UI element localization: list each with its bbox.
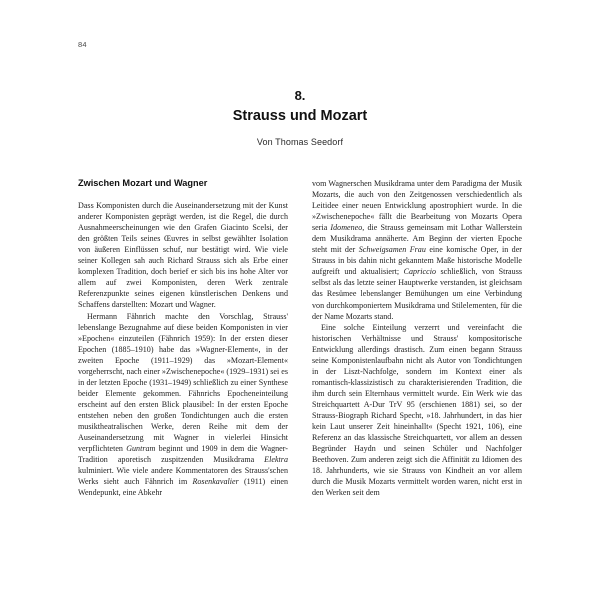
paragraph xyxy=(78,311,288,499)
paragraph xyxy=(312,322,522,499)
paragraph-text: kulminiert. Wie viele andere Kommentatoren des Strauss'schen Werks sieht auch Fähnrich im xyxy=(78,466,288,487)
chapter-author: Von Thomas Seedorf xyxy=(256,137,344,148)
page-number: 84 xyxy=(78,40,87,49)
paragraph-text: Eine solche Einteilung verzerrt und vereinfacht die historischen Verhältnisse und Strauss' kompositorische Entwicklung allerdings drastisch. Zum einen begann Strauss seine Komponistenlaufbahn nicht als Autor von Tondichtungen in der Liszt-Nachfolge, sondern im Kontext einer als romantisch-klassizistisch zu charakterisierenden Tradition, die ihm durch sein Elternhaus vermittelt wurde. Ein Werk wie das Streichquartett A-Dur TrV 95 (erschienen 1881) sei, so der Strauss-Biograph Richard Specht, »18. Jahrhundert, in das hier kein Laut unserer Zeit hineinhallt« (Specht 1921, 106), eine Referenz an das klassische Streichquartett, vor allem an dessen Begründer Haydn und seinen Schüler und Nachfolger Beethoven. Zum anderen zeigt sich die Affinität zu Idiomen des 18. Jahrhunderts, wie sie Strauss von Kindheit an vor allem durch die Musik Mozarts vermittelt worden waren, nicht erst in den Werken seit dem xyxy=(312,322,522,498)
column-right xyxy=(312,178,522,568)
section-heading: Zwischen Mozart und Wagner xyxy=(78,178,208,188)
work-title-elektra: Elektra xyxy=(264,455,288,465)
paragraph-text: beginnt und 1909 in dem die Wagner-Tradition aporetisch zuspitzenden Musikdrama xyxy=(78,444,288,465)
column-left xyxy=(78,178,288,568)
chapter-title: Strauss und Mozart xyxy=(232,107,368,124)
chapter-number: 8. xyxy=(294,88,306,103)
paragraph-text: vom Wagnerschen Musikdrama unter dem Paradigma der Musik Mozarts, die auch von den Zeitgenossen verschiedentlich als Leitidee einer neuen Entwicklung apostrophiert wurde. In die »Zwischenepoche« fällt die Bearbeitung von Mozarts Opera seria xyxy=(312,179,522,233)
work-title-rosenkavalier: Rosenkavalier xyxy=(192,477,239,487)
paragraph-text: Dass Komponisten durch die Auseinandersetzung mit der Kunst anderer Komponisten geprägt werden, ist die Regel, die durch Ausnahmeerscheinungen wie den Grafen Giacinto Scelsi, der den größten Teils seines Œuvres in selbst gewählter Isolation von äußeren Einflüssen schuf, nur bestätigt wird. Wie viele seiner Kollegen sah auch Richard Strauss sich als Erbe einer komplexen Tradition, doch berief er sich bis ins hohe Alter vor allem auf zwei Komponisten, deren Werk zentrale Referenzpunkte seines eigenen künstlerischen Denkens und Schaffens darstellten: Mozart und Wagner. xyxy=(78,201,288,310)
paragraph-text: eine komische Oper, in der Strauss in bis dahin nicht gekanntem Maße historische Modelle aufgreift und aktualisiert; xyxy=(312,245,522,277)
chapter-opener xyxy=(78,88,522,147)
paragraph xyxy=(78,200,288,310)
paragraph xyxy=(312,178,522,322)
paragraph-text: , die Strauss gemeinsam mit Lothar Wallerstein dem Musikdrama annäherte. Am Beginn der vierten Epoche steht mit der xyxy=(312,223,522,255)
work-title-schweigsame-frau: Schweigsamen Frau xyxy=(358,245,426,255)
body-columns xyxy=(78,178,522,568)
work-title-guntram: Guntram xyxy=(126,444,156,454)
work-title-capriccio: Capriccio xyxy=(403,267,436,277)
paragraph-text: schließlich, von Strauss selbst als das letzte seiner Hauptwerke verstanden, ist gleichsam das Resümee lebenslanger Bemühungen um eine Verbindung von durchkomponiertem Musikdrama und Stilelementen, für die der Name Mozarts stand. xyxy=(312,267,522,321)
paragraph-text: (1911) einen Wendepunkt, eine Abkehr xyxy=(78,477,288,498)
work-title-idomeneo: Idomeneo xyxy=(330,223,363,233)
paragraph-text: Hermann Fähnrich machte den Vorschlag, Strauss' lebenslange Bezugnahme auf diese beiden Komponisten in vier »Epochen« einzuteilen (Fähnrich 1959): In der ersten dieser Epochen (1885–1910) habe das »Wagner-Element«, in der zweiten Epoche (1911–1929) das »Mozart-Element« vorgeherrscht, nach einer »Zwischenepoche« (1929–1931) sei es in der letzten Epoche (1931–1949) schließlich zu einer Synthese beider Elemente gekommen. Fähnrichs Epocheneinteilung erscheint auf den ersten Blick plausibel: In der ersten Epoche entstehen neben den großen Tondichtungen auch die ersten musiktheatralischen Werke, deren Reihe mit dem der Auseinandersetzung mit Wagner in vielerlei Hinsicht verpflichteten xyxy=(78,311,288,454)
